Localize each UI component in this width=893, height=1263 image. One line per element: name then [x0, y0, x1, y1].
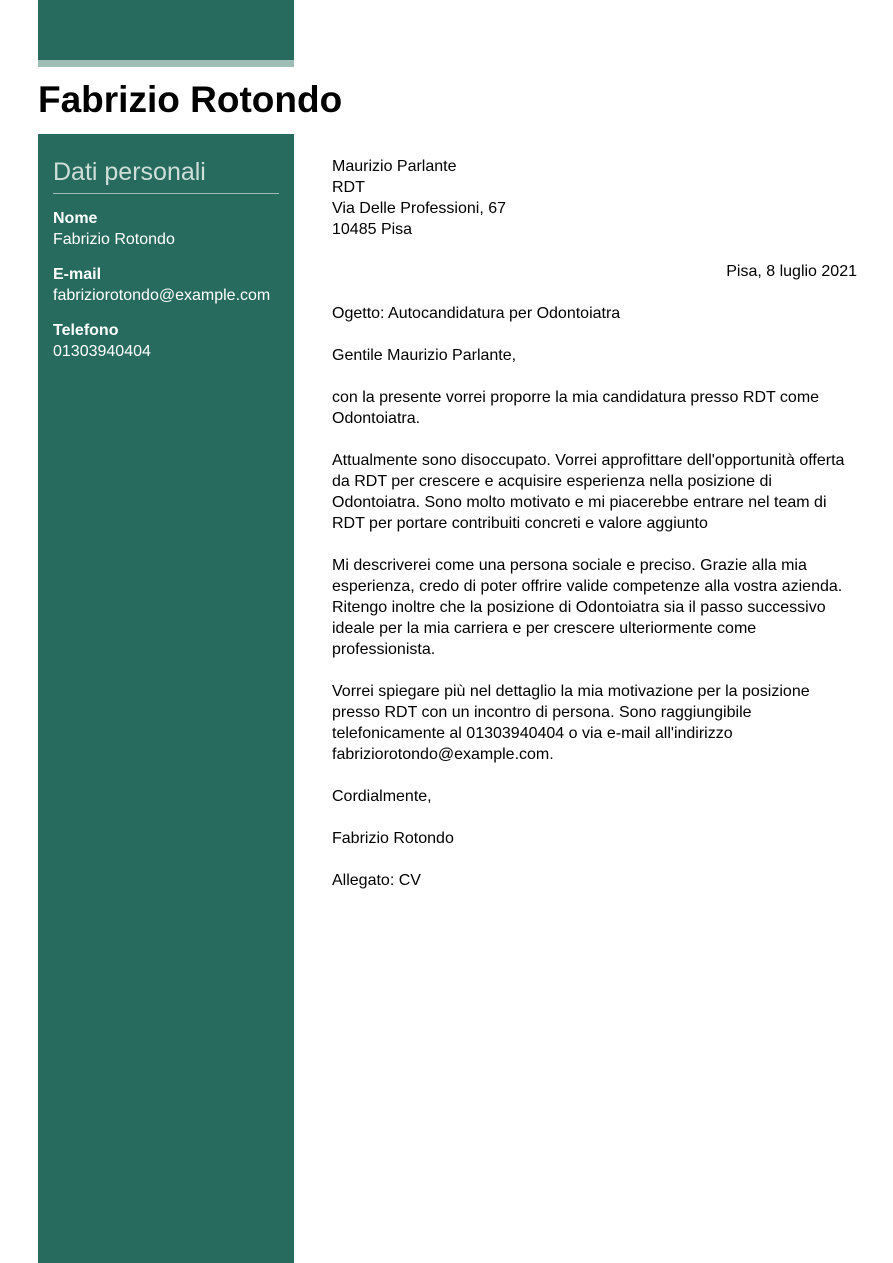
field-email-value: fabriziorotondo@example.com [53, 287, 271, 304]
recipient-address [332, 156, 857, 240]
personal-data-sidebar [38, 134, 294, 1263]
field-phone [53, 320, 279, 362]
letter-body [332, 156, 857, 912]
letter-paragraph: con la presente vorrei proporre la mia candidatura presso RDT come Odontoiatra. [332, 389, 820, 427]
letter-attachment: Allegato: CV [332, 872, 421, 889]
field-email-label: E-mail [53, 266, 102, 283]
recipient-street: Via Delle Professioni, 67 [332, 200, 507, 217]
recipient-company: RDT [332, 179, 365, 196]
field-name-value: Fabrizio Rotondo [53, 231, 175, 248]
field-phone-value: 01303940404 [53, 343, 151, 360]
letter-paragraph: Mi descriverei come una persona sociale e preciso. Grazie alla mia esperienza, credo di poter offrire valide competenze alla vostra azienda. Ritengo inoltre che la posizione di Odontoiatra sia il passo successivo ideale per la mia carriera e per crescere ulteriormente come professionista. [332, 557, 843, 658]
field-name-label: Nome [53, 210, 98, 227]
field-email [53, 264, 279, 306]
field-name [53, 208, 279, 250]
applicant-name-heading: Fabrizio Rotondo [38, 79, 343, 120]
letter-date: Pisa, 8 luglio 2021 [726, 263, 857, 280]
letter-paragraph: Attualmente sono disoccupato. Vorrei approfittare dell'opportunità offerta da RDT per crescere e acquisire esperienza nella posizione di Odontoiatra. Sono molto motivato e mi piacerebbe entrare nel team di RDT per portare contribuiti concreti e valore aggiunto [332, 452, 845, 532]
sidebar-title: Dati personali [53, 156, 279, 194]
field-phone-label: Telefono [53, 322, 119, 339]
letter-subject: Ogetto: Autocandidatura per Odontoiatra [332, 305, 621, 322]
letter-signature: Fabrizio Rotondo [332, 830, 454, 847]
header-color-band [38, 0, 294, 60]
header-accent-stripe [38, 60, 294, 67]
letter-closing: Cordialmente, [332, 788, 432, 805]
letter-paragraph: Vorrei spiegare più nel dettaglio la mia motivazione per la posizione presso RDT con un incontro di persona. Sono raggiungibile telefonicamente al 01303940404 o via e-mail all'indirizzo fabriziorotondo@example.com. [332, 683, 810, 763]
recipient-name: Maurizio Parlante [332, 158, 457, 175]
letter-salutation: Gentile Maurizio Parlante, [332, 347, 517, 364]
recipient-city: 10485 Pisa [332, 221, 413, 238]
